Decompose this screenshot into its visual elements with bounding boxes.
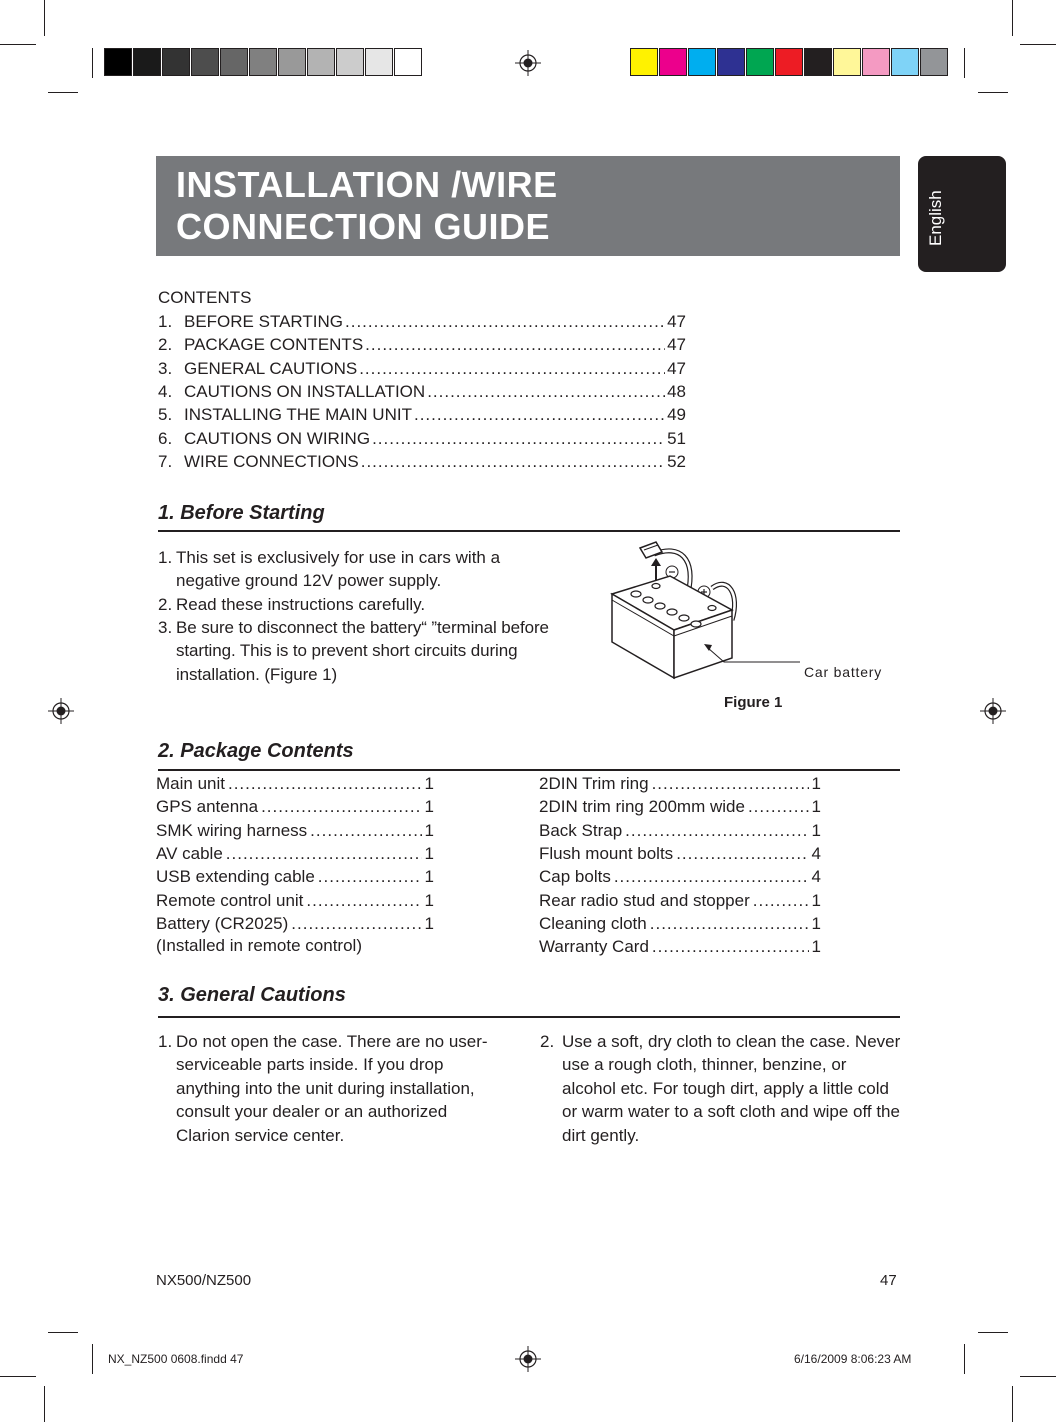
slug-timestamp: 6/16/2009 8:06:23 AM — [794, 1352, 912, 1366]
package-leader — [625, 821, 808, 841]
crop-mark — [978, 92, 1008, 93]
package-item — [156, 844, 434, 864]
section-divider — [158, 1016, 900, 1018]
list-text: This set is exclusively for use in cars with a negative ground 12V power supply. — [176, 548, 501, 591]
toc-leader — [359, 357, 665, 380]
package-item-name: Warranty Card — [539, 937, 649, 957]
crop-mark — [964, 48, 965, 78]
toc-label: GENERAL CAUTIONS — [184, 358, 358, 378]
toc-row — [158, 333, 686, 356]
list-text: Read these instructions carefully. — [176, 595, 426, 614]
toc-label: BEFORE STARTING — [184, 312, 344, 331]
figure-callout: Car battery — [804, 664, 883, 680]
footer-model: NX500/NZ500 — [156, 1272, 252, 1289]
crop-mark — [0, 44, 36, 45]
crop-mark — [1012, 1386, 1013, 1422]
crop-mark — [44, 1386, 45, 1422]
package-leader — [228, 774, 422, 794]
package-item-name: AV cable — [156, 843, 223, 863]
language-tab-label: English — [926, 190, 945, 246]
section-title-package-contents: 2. Package Contents — [158, 740, 354, 762]
registration-mark-icon — [48, 698, 74, 724]
crop-mark — [92, 1344, 93, 1374]
package-item-name: Cap bolts — [539, 867, 611, 887]
toc-leader — [365, 333, 665, 356]
package-item — [539, 797, 821, 817]
package-item — [539, 774, 821, 794]
registration-mark-icon — [515, 50, 541, 76]
package-item — [539, 891, 821, 911]
toc-number: 1. — [158, 312, 173, 331]
package-item — [539, 914, 821, 934]
package-item-name: Back Strap — [539, 820, 623, 840]
grayscale-swatch — [336, 48, 364, 76]
crop-mark — [1012, 0, 1013, 36]
toc-page: 49 — [667, 405, 686, 425]
section-title-general-cautions: 3. General Cautions — [158, 984, 346, 1006]
package-item-qty: 1 — [424, 843, 434, 863]
toc-label: CAUTIONS ON WIRING — [184, 428, 371, 448]
toc-row — [158, 357, 686, 380]
toc-number: 7. — [158, 451, 173, 471]
crop-mark — [44, 0, 45, 36]
grayscale-swatch — [220, 48, 248, 76]
package-item-qty: 1 — [424, 913, 434, 933]
color-swatch — [630, 48, 658, 76]
package-leader — [261, 797, 421, 817]
package-note: (Installed in remote control) — [156, 936, 362, 955]
package-item-name: Flush mount bolts — [539, 843, 674, 863]
color-swatch — [833, 48, 861, 76]
list-text: Be sure to disconnect the battery“ ”terminal before starting. This is to prevent short circuits during installation. (Figure 1) — [176, 618, 549, 684]
package-item-qty: 1 — [424, 774, 434, 793]
package-item-name: Battery (CR2025) — [156, 913, 289, 933]
package-item-qty: 1 — [811, 797, 821, 817]
list-text: Do not open the case. There are no user- serviceable parts inside. If you drop anything into the unit during installation, consult your dealer or an authorized Clarion service center. — [176, 1032, 488, 1145]
toc-row — [158, 403, 686, 426]
page-title-line-2: CONNECTION GUIDE — [176, 206, 551, 247]
grayscale-swatch — [249, 48, 277, 76]
package-leader — [306, 891, 421, 911]
toc-page: 47 — [667, 312, 686, 331]
package-item-name: USB extending cable — [156, 867, 315, 887]
page-number: 47 — [880, 1272, 897, 1289]
package-item-qty: 1 — [424, 797, 434, 817]
crop-mark — [978, 1332, 1008, 1333]
package-item-name: Cleaning cloth — [539, 913, 647, 933]
color-swatch — [659, 48, 687, 76]
toc-label: PACKAGE CONTENTS — [184, 335, 364, 355]
toc-label: INSTALLING THE MAIN UNIT — [184, 405, 412, 425]
section-divider — [158, 769, 900, 771]
toc-number: 6. — [158, 428, 173, 448]
package-item-qty: 1 — [811, 774, 821, 793]
package-item — [156, 867, 434, 887]
package-item — [539, 844, 821, 864]
grayscale-swatch — [133, 48, 161, 76]
section-divider — [158, 530, 900, 532]
toc-number: 5. — [158, 405, 173, 425]
package-item-qty: 1 — [811, 937, 821, 957]
page-title-line-1: INSTALLATION /WIRE — [176, 164, 558, 205]
list-number: 3. — [158, 618, 173, 637]
registration-mark-icon — [515, 1346, 541, 1372]
toc-page: 47 — [667, 358, 686, 378]
crop-mark — [48, 92, 78, 93]
package-item-qty: 1 — [811, 820, 821, 840]
package-item — [156, 774, 434, 794]
color-swatch — [775, 48, 803, 76]
color-swatch — [688, 48, 716, 76]
toc-leader — [361, 450, 665, 473]
package-item-qty: 4 — [811, 843, 821, 863]
package-leader — [226, 844, 422, 864]
toc-page: 48 — [667, 381, 686, 401]
contents-heading: CONTENTS — [158, 288, 252, 307]
toc-page: 47 — [667, 335, 686, 355]
package-leader — [652, 774, 809, 794]
package-item-name: 2DIN trim ring 200mm wide — [539, 797, 745, 817]
list-number: 2. — [158, 595, 173, 614]
grayscale-swatch — [394, 48, 422, 76]
package-leader — [676, 844, 808, 864]
section-title-before-starting: 1. Before Starting — [158, 502, 325, 524]
package-item-name: Remote control unit — [156, 890, 304, 910]
list-number: 1. — [158, 548, 173, 567]
package-leader — [291, 914, 421, 934]
color-swatch — [891, 48, 919, 76]
toc-leader — [427, 380, 665, 403]
package-leader — [310, 821, 421, 841]
package-item-qty: 1 — [424, 867, 434, 887]
grayscale-swatch — [307, 48, 335, 76]
toc-row — [158, 427, 686, 450]
list-item — [158, 616, 562, 686]
package-item-qty: 1 — [811, 890, 821, 910]
package-item — [156, 891, 434, 911]
package-item-name: SMK wiring harness — [156, 820, 308, 840]
package-leader — [652, 937, 809, 957]
color-swatch — [746, 48, 774, 76]
crop-mark — [1020, 1376, 1056, 1377]
package-item-qty: 1 — [811, 913, 821, 933]
list-item — [158, 593, 554, 616]
toc-page: 51 — [667, 428, 686, 448]
list-item — [540, 1030, 902, 1147]
package-item — [539, 937, 821, 957]
list-number: 2. — [540, 1032, 555, 1051]
crop-mark — [48, 1332, 78, 1333]
color-swatch — [920, 48, 948, 76]
package-item-name: Rear radio stud and stopper — [539, 890, 750, 910]
package-leader — [748, 797, 809, 817]
toc-leader — [345, 310, 665, 333]
toc-row — [158, 450, 686, 473]
package-item — [156, 821, 434, 841]
package-item — [156, 797, 434, 817]
crop-mark — [92, 48, 93, 78]
figure-caption: Figure 1 — [724, 694, 783, 711]
toc-number: 4. — [158, 381, 173, 401]
package-leader — [650, 914, 809, 934]
toc-number: 2. — [158, 335, 173, 355]
toc-leader — [414, 403, 665, 426]
toc-number: 3. — [158, 358, 173, 378]
toc-label: WIRE CONNECTIONS — [184, 451, 359, 471]
package-item — [539, 867, 821, 887]
toc-row — [158, 380, 686, 403]
package-item — [539, 821, 821, 841]
grayscale-swatch — [278, 48, 306, 76]
package-item-qty: 4 — [811, 867, 821, 887]
list-text: Use a soft, dry cloth to clean the case. Never use a rough cloth, thinner, benzine, or alcohol etc. For tough dirt, apply a little cold or warm water to a soft cloth and wipe off the dirt gently. — [562, 1032, 901, 1145]
color-swatch — [804, 48, 832, 76]
package-item-name: 2DIN Trim ring — [539, 774, 649, 793]
list-number: 1. — [158, 1032, 173, 1051]
list-item — [158, 546, 554, 593]
crop-mark — [0, 1376, 36, 1377]
toc-page: 52 — [667, 451, 686, 471]
crop-mark — [964, 1344, 965, 1374]
color-swatch — [717, 48, 745, 76]
grayscale-swatch — [365, 48, 393, 76]
grayscale-swatch — [162, 48, 190, 76]
toc-label: CAUTIONS ON INSTALLATION — [184, 381, 426, 401]
package-leader — [318, 867, 422, 887]
package-item-qty: 1 — [424, 890, 434, 910]
toc-leader — [372, 427, 665, 450]
registration-mark-icon — [980, 698, 1006, 724]
grayscale-swatch — [104, 48, 132, 76]
package-item-name: GPS antenna — [156, 797, 259, 817]
slug-filename: NX_NZ500 0608.findd 47 — [108, 1352, 244, 1366]
package-leader — [753, 891, 809, 911]
package-leader — [614, 867, 809, 887]
package-item-name: Main unit — [156, 774, 225, 793]
toc-row — [158, 310, 686, 333]
package-item-qty: 1 — [424, 820, 434, 840]
grayscale-swatch — [191, 48, 219, 76]
color-swatch — [862, 48, 890, 76]
package-item — [156, 914, 434, 934]
list-item — [158, 1030, 496, 1147]
crop-mark — [1020, 44, 1056, 45]
